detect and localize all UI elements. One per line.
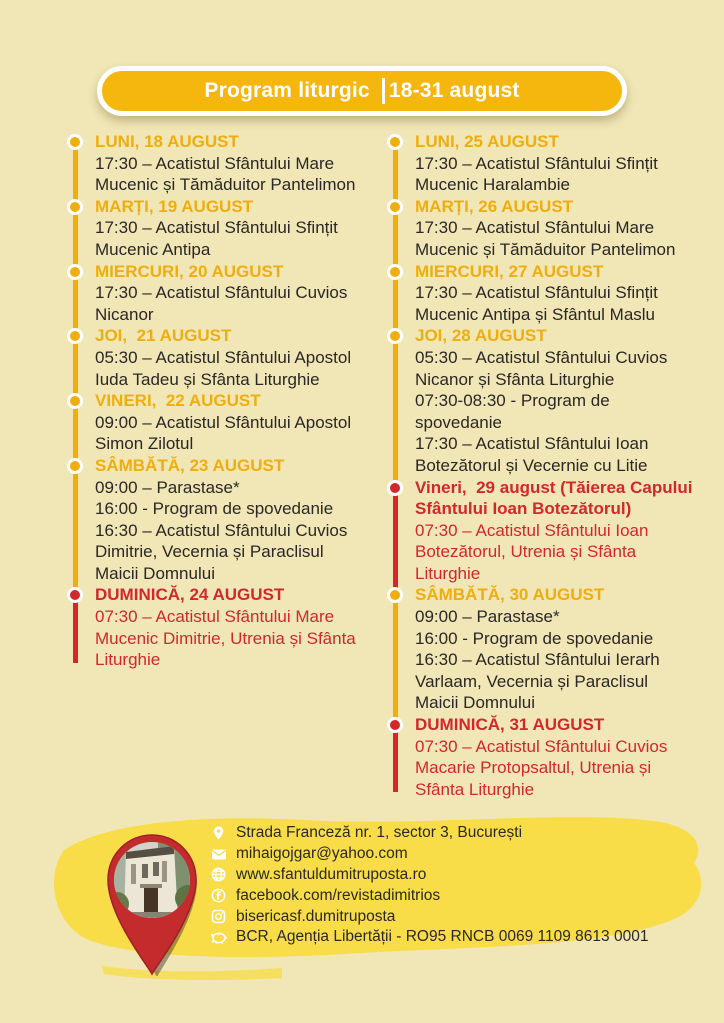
service-entry-line: Liturghie [95,650,161,670]
contact-row [210,823,648,844]
timeline-bullet-icon [387,587,403,603]
service-entry-line: Mucenic Dimitrie, Utrenia și Sfânta [95,628,356,648]
service-entry-line: Mucenic și Tămăduitor Pantelimon [95,175,356,195]
day-heading: MIERCURI, 20 AUGUST [95,261,284,281]
service-entry-line: Dimitrie, Vecernia și Paraclisul [95,542,324,562]
schedule-day-section [384,325,718,476]
day-heading: LUNI, 18 AUGUST [95,132,239,151]
schedule-day-section [384,714,718,800]
schedule-column-right [384,131,718,800]
globe-icon [210,867,227,882]
timeline-bullet-icon [67,328,83,344]
service-entry-line: 17:30 – Acatistul Sfântului Ioan [415,434,649,454]
service-entry-line: 17:30 – Acatistul Sfântului Mare [415,218,655,238]
timeline-bullet-icon [67,458,83,474]
service-entry-line: Mucenic Antipa [95,239,211,259]
day-heading: DUMINICĂ, 31 AUGUST [415,715,605,735]
service-entry-line: Botezătorul, Utrenia și Sfânta [415,542,637,562]
map-pin-icon [100,828,204,976]
contact-row [210,865,648,886]
service-entry-line: Maicii Domnului [415,693,535,713]
day-heading: JOI, 21 AUGUST [95,326,232,346]
day-heading: SÂMBĂTĂ, 30 AUGUST [415,585,605,605]
schedule-day-section [64,325,380,390]
contact-text: BCR, Agenția Libertății - RO95 RNCB 0069 1109 8613 0001 [236,928,649,946]
timeline-bullet-icon [387,199,403,215]
day-heading: VINERI, 22 AUGUST [95,391,261,411]
contact-text: bisericasf.dumitruposta [236,907,396,925]
day-heading: SÂMBĂTĂ, 23 AUGUST [95,455,285,475]
schedule-day-section [384,584,718,714]
contact-text: www.sfantuldumitruposta.ro [236,865,427,883]
day-heading: LUNI, 25 AUGUST [415,132,559,151]
program-date-range: 18-31 august [388,79,520,102]
timeline-rail [393,726,398,792]
service-entry-line: Nicanor și Sfânta Liturghie [415,369,615,389]
program-title: Program liturgic [204,79,370,102]
location-pin-icon [210,826,227,841]
service-entry-line: Macarie Protopsaltul, Utrenia și [415,758,652,778]
service-entry-line: 07:30-08:30 - Program de [415,391,610,411]
timeline-bullet-icon [387,264,403,280]
contact-row [210,885,648,906]
service-entry-line: 09:00 – Acatistul Sfântului Apostol [95,412,352,432]
service-entry-line: 16:30 – Acatistul Sfântului Ierarh [415,650,660,670]
service-entry-line: 17:30 – Acatistul Sfântului Sfințit [95,218,338,238]
schedule-column-left [64,131,380,671]
bank-icon [210,930,227,945]
service-entry-line: Sfânta Liturghie [415,779,535,799]
service-entry-line: Varlaam, Vecernia și Paraclisul [415,671,649,691]
schedule-day-section [64,390,380,455]
contact-row [210,844,648,865]
timeline-rail [73,596,78,662]
service-entry-line: 16:00 - Program de spovedanie [415,628,654,648]
day-heading: Vineri, 29 august (Tăierea Capului [415,477,693,497]
timeline-bullet-icon [67,587,83,603]
service-entry-line: Mucenic Haralambie [415,175,570,195]
day-heading: MARȚI, 26 AUGUST [415,196,574,216]
timeline-bullet-icon [67,199,83,215]
schedule-day-section [384,131,718,196]
email-icon [210,847,227,862]
contact-row [210,906,648,927]
schedule-day-section [64,584,380,670]
schedule-day-section [64,131,380,196]
service-entry-line: 17:30 – Acatistul Sfântului Sfințit [415,153,658,173]
schedule-day-section [64,196,380,261]
service-entry-line: 07:30 – Acatistul Sfântului Cuvios [415,736,668,756]
timeline-bullet-icon [67,134,83,150]
timeline-bullet-icon [67,264,83,280]
timeline-rail [393,596,398,726]
timeline-bullet-icon [387,480,403,496]
schedule-day-section [384,477,718,585]
service-entry-line: 09:00 – Parastase* [95,477,240,497]
separator-bar [382,78,385,104]
schedule-day-section [384,261,718,326]
service-entry-line: 09:00 – Parastase* [415,607,560,627]
service-entry-line: Maicii Domnului [95,563,215,583]
instagram-icon [210,909,227,924]
schedule-day-section [64,261,380,326]
contact-text: mihaigojgar@yahoo.com [236,845,408,863]
service-entry-line: 05:30 – Acatistul Sfântului Apostol [95,347,352,367]
service-entry-line: Liturghie [415,563,481,583]
service-entry-line: 07:30 – Acatistul Sfântului Ioan [415,520,649,540]
service-entry-line: 17:30 – Acatistul Sfântului Cuvios [95,283,348,303]
service-entry-line: 07:30 – Acatistul Sfântului Mare [95,607,335,627]
service-entry-line: Iuda Tadeu și Sfânta Liturghie [95,369,320,389]
service-entry-line: 05:30 – Acatistul Sfântului Cuvios [415,347,668,367]
contact-info-block [210,823,648,948]
service-entry-line: 17:30 – Acatistul Sfântului Mare [95,153,335,173]
day-heading: DUMINICĂ, 24 AUGUST [95,585,285,605]
schedule-day-section [384,196,718,261]
day-heading: MARȚI, 19 AUGUST [95,196,254,216]
day-heading: Sfântului Ioan Botezătorul) [415,499,632,519]
timeline-bullet-icon [387,134,403,150]
contact-text: facebook.com/revistadimitrios [236,886,441,904]
timeline-rail [393,337,398,488]
program-header-pill [97,66,627,116]
service-entry-line: Simon Zilotul [95,434,194,454]
timeline-rail [73,467,78,597]
day-heading: JOI, 28 AUGUST [415,326,547,346]
facebook-icon [210,888,227,903]
contact-text: Strada Franceză nr. 1, sector 3, București [236,824,523,842]
service-entry-line: Botezătorul și Vecernie cu Litie [415,455,648,475]
contact-row [210,927,648,948]
timeline-bullet-icon [387,717,403,733]
service-entry-line: Mucenic Antipa și Sfântul Maslu [415,304,656,324]
timeline-rail [393,489,398,597]
service-entry-line: 17:30 – Acatistul Sfântului Sfințit [415,283,658,303]
service-entry-line: Nicanor [95,304,154,324]
service-entry-line: Mucenic și Tămăduitor Pantelimon [415,239,676,259]
service-entry-line: 16:30 – Acatistul Sfântului Cuvios [95,520,348,540]
timeline-bullet-icon [387,328,403,344]
day-heading: MIERCURI, 27 AUGUST [415,261,604,281]
service-entry-line: 16:00 - Program de spovedanie [95,499,334,519]
church-location-pin [100,828,204,976]
timeline-bullet-icon [67,393,83,409]
service-entry-line: spovedanie [415,412,502,432]
schedule-day-section [64,455,380,585]
